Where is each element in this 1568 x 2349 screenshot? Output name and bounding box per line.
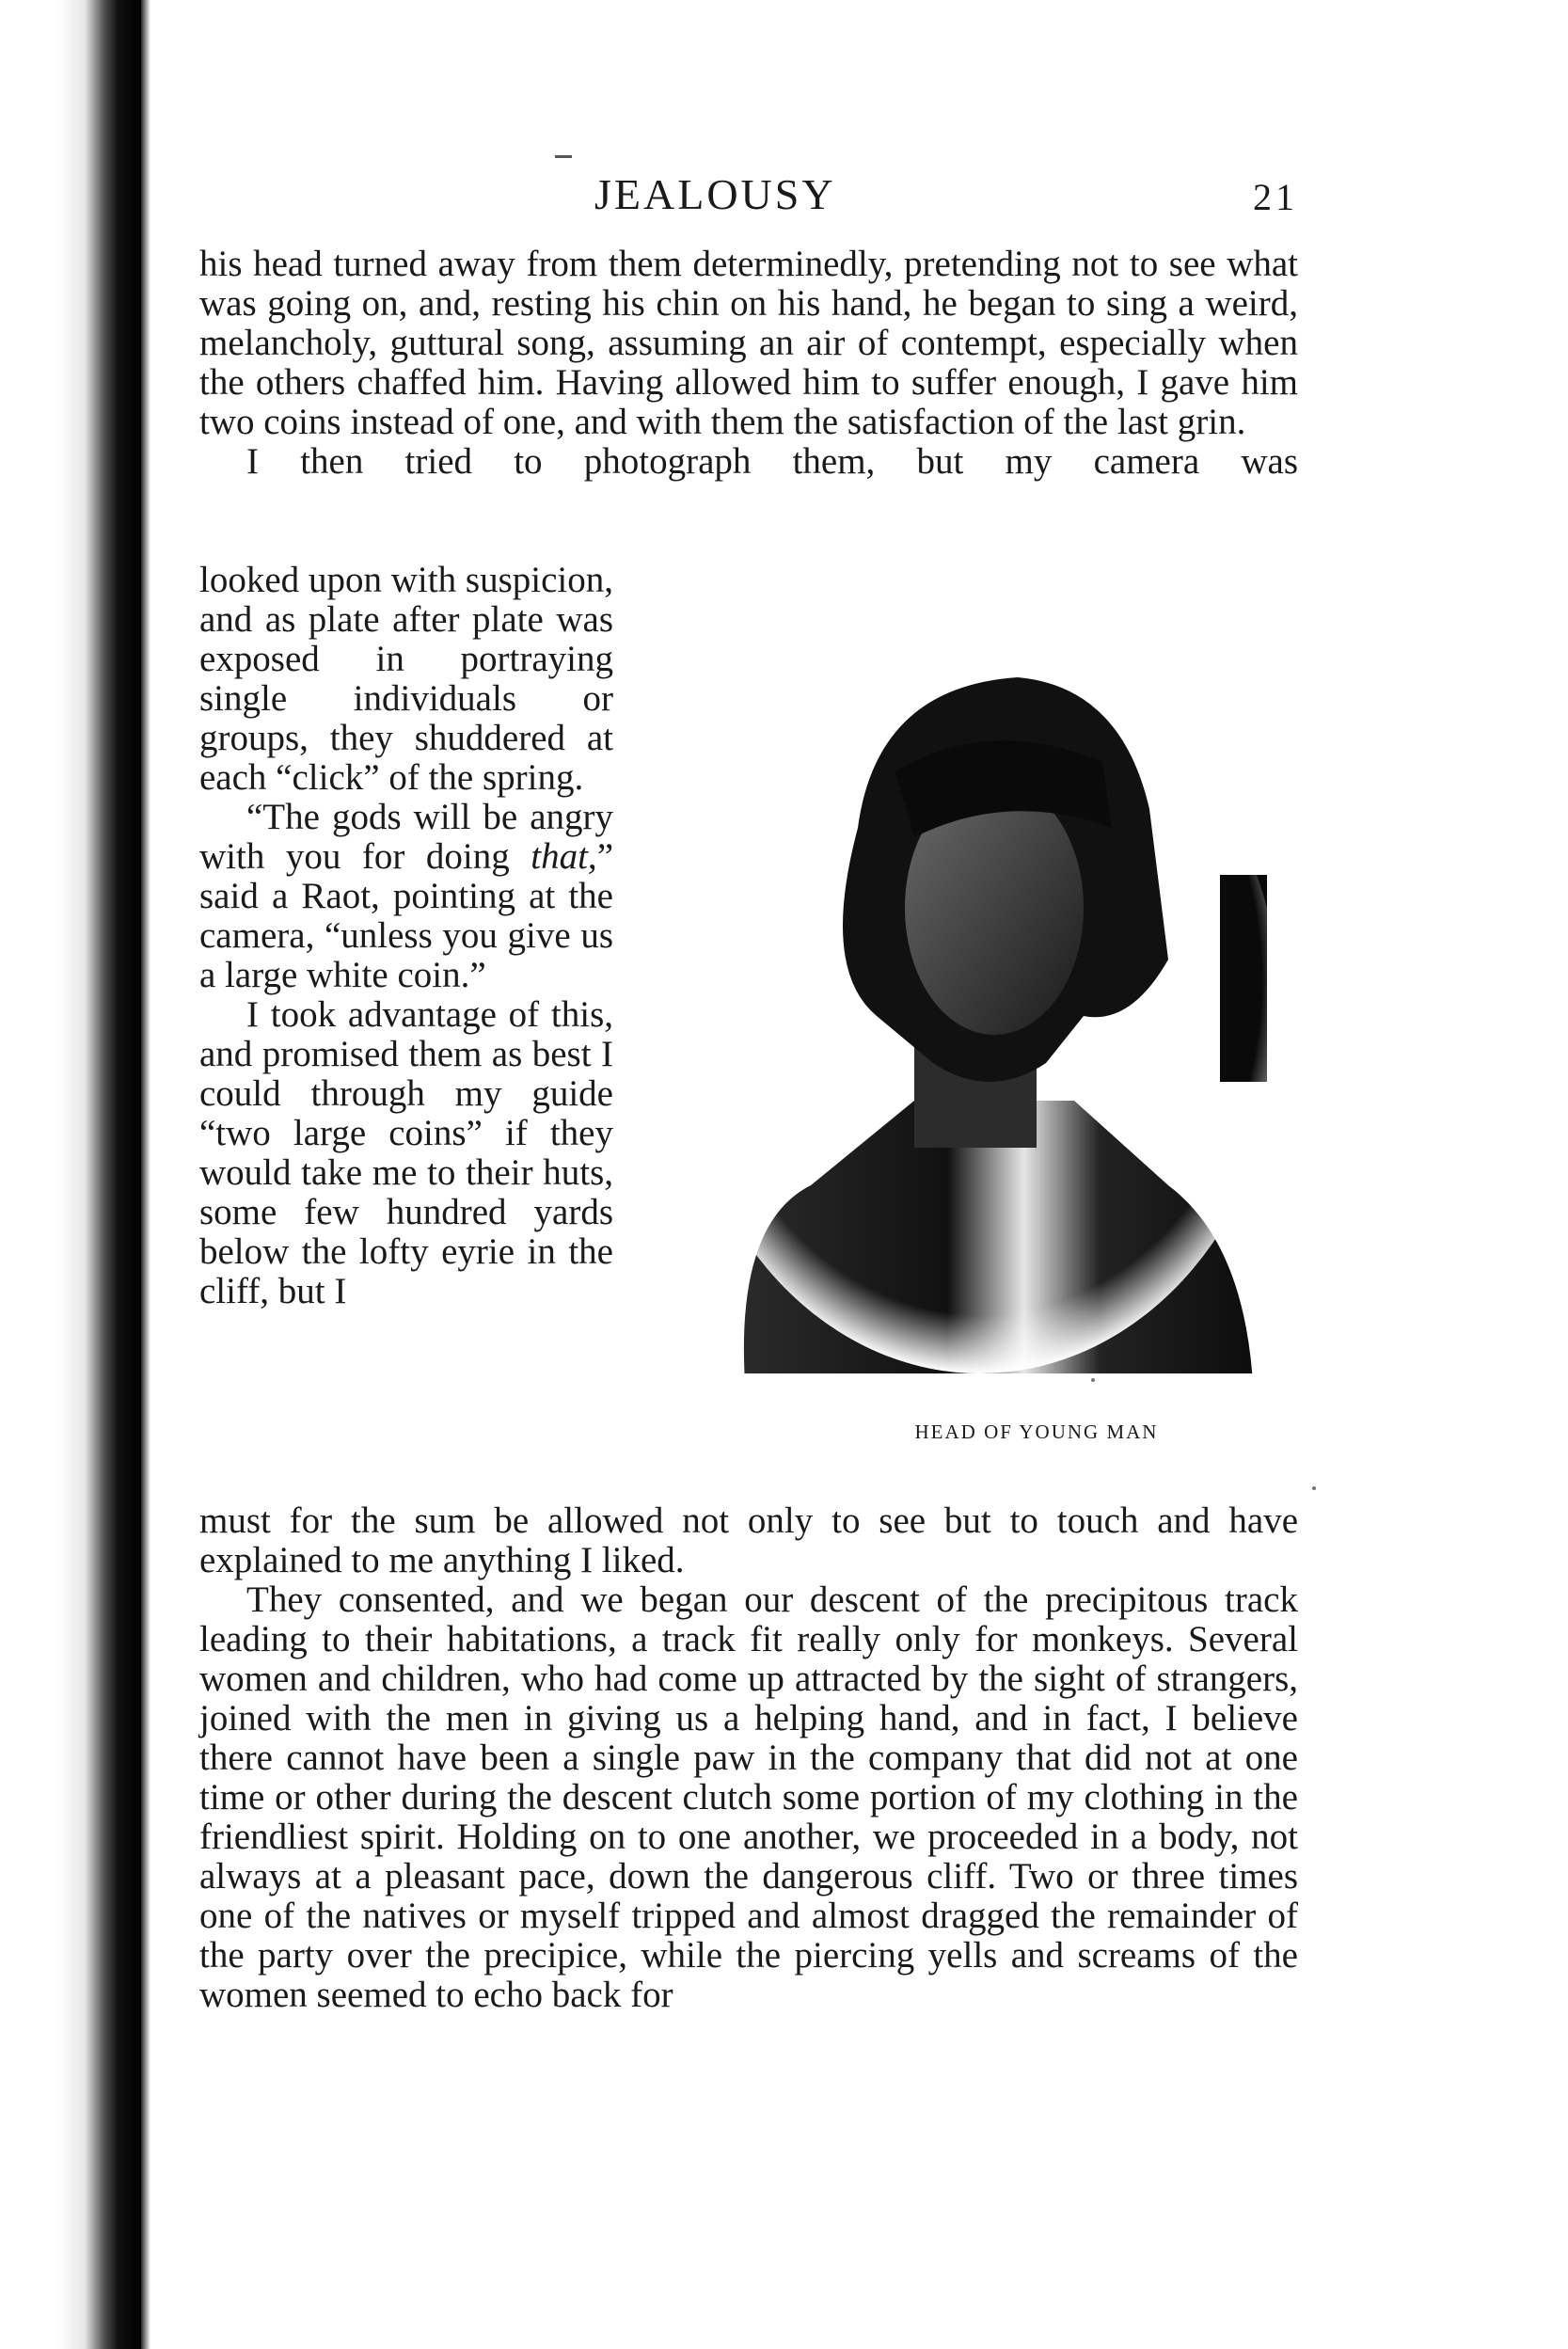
photo-figure [679, 659, 1281, 1443]
quote-end: ” said a Raot, pointing at the camera, “unless you give us a large white coin.” [199, 836, 613, 995]
binding-edge [139, 0, 150, 2349]
portrait-photo [679, 659, 1281, 1373]
header-mark [555, 155, 572, 158]
print-speck [1312, 1486, 1316, 1490]
paragraph: looked upon with suspicion, and as plate after plate was exposed in portraying single individuals or groups, they shuddered at each “click” of the spring. [199, 560, 613, 798]
quote-start: “The gods will be angry with you for doing [199, 797, 613, 877]
page-number: 21 [1253, 176, 1298, 218]
paragraph: I then tried to photograph them, but my camera was [246, 441, 1298, 482]
print-speck [1091, 1378, 1095, 1382]
paragraph [199, 798, 613, 995]
paragraph: his head turned away from them determinedly, pretending not to see what was going on, and, resting his chin on his hand, he began to sing a weird, melancholy, guttural song, assuming an air of contempt, especially when the others chaffed him. Having allowed him to suffer enough, I gave him two coins instead of one, and with them the satisfaction of the last grin. [199, 244, 1298, 442]
paragraph: They consented, and we began our descent of the precipitous track leading to their habitations, a track fit really only for monkeys. Several women and children, who had come up attracted by the sight of strangers, joined with the men in giving us a helping hand, and in fact, I believe there cannot have been a single paw in the company that did not at one time or other during the descent clutch some portion of my clothing in the friendliest spirit. Holding on to one another, we proceeded in a body, not always at a pleasant pace, down the dangerous cliff. Two or three times one of the natives or myself tripped and almost dragged the remainder of the party over the precipice, while the piercing yells and screams of the women seemed to echo back for [199, 1579, 1298, 2015]
wrapped-text-block [199, 561, 613, 1311]
bottom-text-block [199, 1501, 1298, 2015]
italic-word: that, [531, 836, 597, 877]
running-title: JEALOUSY [594, 170, 836, 218]
paragraph: must for the sum be allowed not only to see but to touch and have explained to me anything I liked. [199, 1500, 1298, 1580]
page-header [199, 169, 1298, 226]
paragraph: I took advantage of this, and promised them as best I could through my guide “two large coins” if they would take me to their huts, some few hundred yards below the lofty eyrie in the cliff, but I [199, 994, 613, 1311]
figure-caption: HEAD OF YOUNG MAN [914, 1421, 1159, 1443]
top-text-block [199, 245, 1298, 482]
book-binding-shadow [0, 0, 141, 2349]
photo-subject [679, 659, 1281, 1373]
